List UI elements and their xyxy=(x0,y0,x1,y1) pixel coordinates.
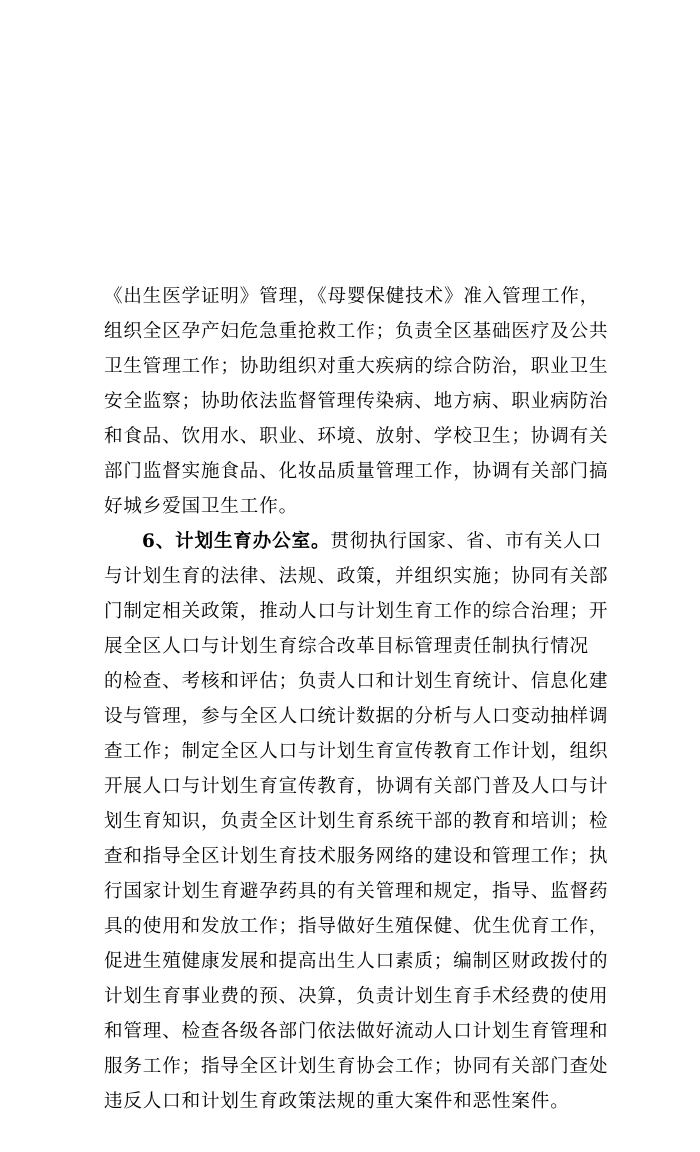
paragraph-line: 和管理、检查各级各部门依法做好流动人口计划生育管理和 xyxy=(104,1021,609,1042)
paragraph-line: 查工作；制定全区人口与计划生育宣传教育工作计划，组织 xyxy=(104,741,609,762)
paragraph-line: 的检查、考核和评估；负责人口和计划生育统计、信息化建 xyxy=(104,671,609,692)
paragraph-line: 与计划生育的法律、法规、政策，并组织实施；协同有关部 xyxy=(104,566,609,587)
paragraph-line: 违反人口和计划生育政策法规的重大案件和恶性案件。 xyxy=(104,1091,570,1112)
paragraph-line: 《出生医学证明》管理，《母婴保健技术》准入管理工作， xyxy=(104,286,600,307)
paragraph-line: 开展人口与计划生育宣传教育，协调有关部门普及人口与计 xyxy=(104,776,609,797)
paragraph-line: 划生育知识，负责全区计划生育系统干部的教育和培训；检 xyxy=(104,811,609,832)
paragraph-line: 具的使用和发放工作；指导做好生殖保健、优生优育工作， xyxy=(104,916,609,937)
paragraph-line: 好城乡爱国卫生工作。 xyxy=(104,496,299,517)
paragraph-line: 部门监督实施食品、化妆品质量管理工作，协调有关部门搞 xyxy=(104,461,609,482)
paragraph-line: 卫生管理工作；协助组织对重大疾病的综合防治，职业卫生 xyxy=(104,356,609,377)
section-heading: 6、计划生育办公室。 xyxy=(142,531,331,552)
paragraph-line: 查和指导全区计划生育技术服务网络的建设和管理工作；执 xyxy=(104,846,609,867)
paragraph-line: 服务工作；指导全区计划生育协会工作；协同有关部门查处 xyxy=(104,1056,609,1077)
paragraph-line: 行国家计划生育避孕药具的有关管理和规定，指导、监督药 xyxy=(104,881,609,902)
paragraph-line: 和食品、饮用水、职业、环境、放射、学校卫生；协调有关 xyxy=(104,426,609,447)
paragraph-line: 安全监察；协助依法监督管理传染病、地方病、职业病防治 xyxy=(104,391,609,412)
paragraph-line: 门制定相关政策，推动人口与计划生育工作的综合治理；开 xyxy=(104,601,609,622)
paragraph-line: 展全区人口与计划生育综合改革目标管理责任制执行情况 xyxy=(104,636,590,657)
section-first-line-text: 贯彻执行国家、省、市有关人口 xyxy=(330,531,602,552)
section-first-line xyxy=(104,524,602,559)
paragraph-line: 促进生殖健康发展和提高出生人口素质；编制区财政拨付的 xyxy=(104,951,609,972)
body-text xyxy=(104,279,609,1119)
paragraph-line: 计划生育事业费的预、决算，负责计划生育手术经费的使用 xyxy=(104,986,609,1007)
paragraph-line: 设与管理，参与全区人口统计数据的分析与人口变动抽样调 xyxy=(104,706,609,727)
paragraph-line: 组织全区孕产妇危急重抢救工作；负责全区基础医疗及公共 xyxy=(104,321,609,342)
